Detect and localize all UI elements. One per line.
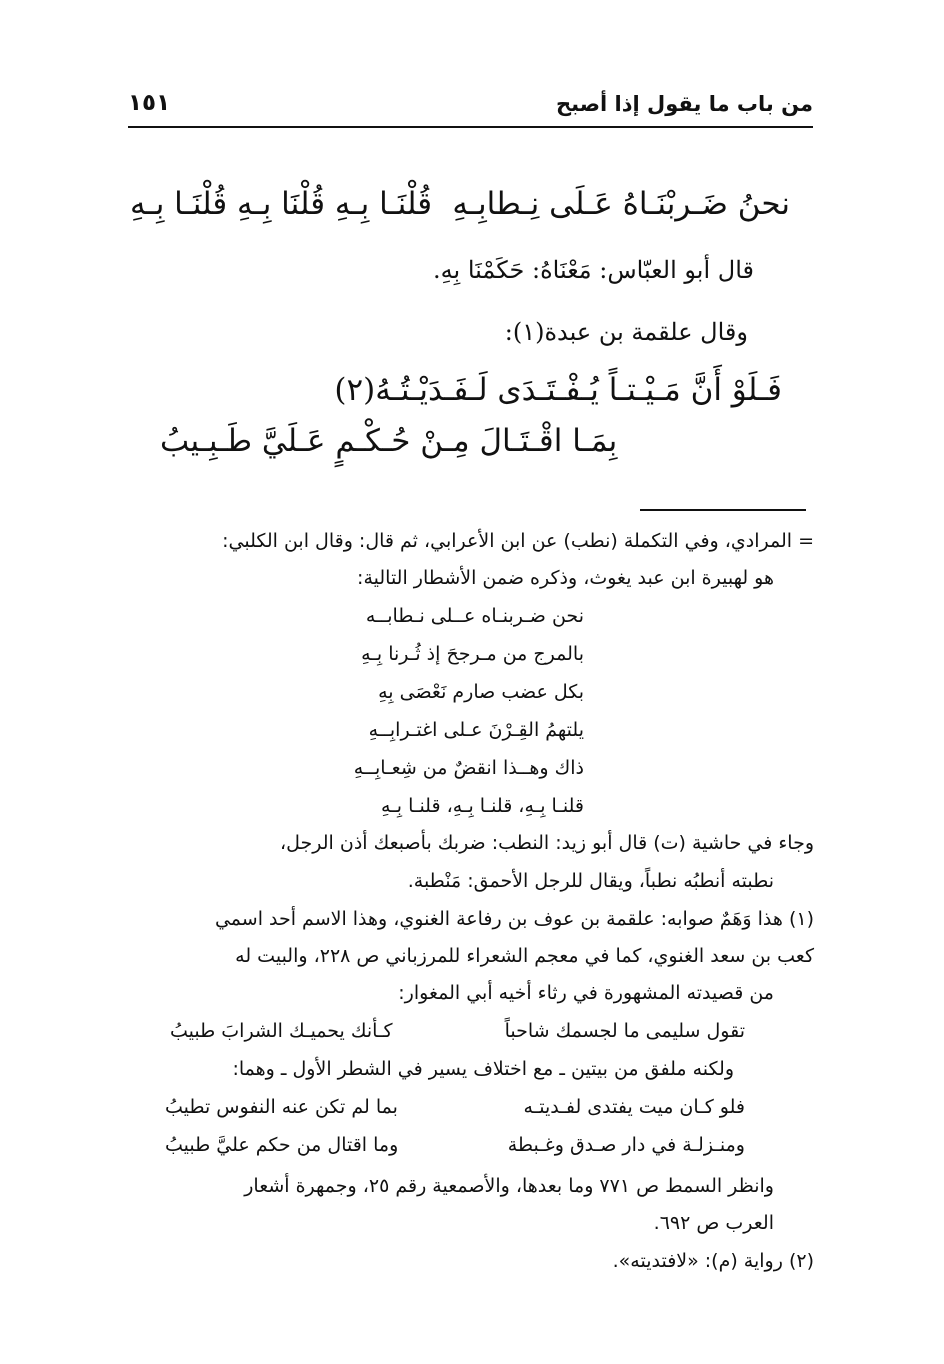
page-number: ١٥١ bbox=[128, 90, 171, 116]
footnote-continuation-2: هو لهبيرة ابن عبد يغوث، وذكره ضمن الأشطار التالية: bbox=[357, 567, 774, 589]
verse-hemistich: وما اقتال من حكم عليَّ طبيبُ bbox=[165, 1134, 399, 1156]
footnote-text: وجاء في حاشية (ت) قال أبو زيد: النطب: ضربك بأصبعك أذن الرجل، bbox=[280, 832, 814, 854]
footnote-1: (١) هذا وَهَمٌ صوابه: علقمة بن عوف بن رفاعة الغنوي، وهذا الاسم أحد اسمي bbox=[214, 908, 814, 930]
verse-hemistich: كـأنك يحميـك الشرابَ طبيبُ bbox=[170, 1020, 393, 1042]
alqama-line: وقال علقمة بن عبدة(١): bbox=[504, 318, 748, 346]
verse-hemistich: ومنـزلـة في دار صـدق وغـبطة bbox=[507, 1134, 745, 1156]
poem-line: قلنـا بِـهِ، قلنـا بِـهِ، قلنـا بِـهِ bbox=[381, 795, 584, 817]
footnote-1-verse-2 bbox=[165, 1096, 745, 1126]
footnote-1-line: كعب بن سعد الغنوي، كما في معجم الشعراء للمرزباني ص ٢٢٨، والبيت له bbox=[235, 945, 814, 967]
footnote-1-line: وانظر السمط ص ٧٧١ وما بعدها، والأصمعية رقم ٢٥، وجمهرة أشعار bbox=[244, 1175, 774, 1197]
poem-line: بكل عضب صارم نَعْصَى بِهِ bbox=[378, 681, 584, 703]
poem-line: يلتهمُ القِـرْنَ عـلى اغتـرابِــهِ bbox=[368, 719, 584, 741]
footnote-continuation-1: = المرادي، وفي التكملة (نطب) عن ابن الأعرابي، ثم قال: وقال ابن الكلبي: bbox=[222, 530, 814, 552]
footnote-text: نطبته أنطبُه نطباً، ويقال للرجل الأحمق: مَنْطبة. bbox=[407, 870, 774, 892]
verse-hemistich: بما لم تكن عنه النفوس تطيبُ bbox=[165, 1096, 398, 1118]
footnote-1-verse-3 bbox=[165, 1134, 745, 1164]
verse-2-first-hemistich: فَـلَوْ أَنَّ مَـيْـتـاً يُـفْـتَـدَى لَـفَـدَيْـتُـهُ(٢) bbox=[334, 372, 782, 408]
poem-line: ذاك وهــذا انقضٌ من شِعـابِــهِ bbox=[353, 757, 584, 779]
verse-hemistich: تقول سليمى ما لجسمك شاحباً bbox=[504, 1020, 745, 1042]
chapter-title: من باب ما يقول إذا أصبح bbox=[556, 92, 813, 116]
verse-2-second-hemistich: بِمَـا اقْـتَـالَ مِـنْ حُـكْـمٍ عَـلَيَّ طَـبِـيبُ bbox=[160, 423, 618, 459]
abu-abbas-line: قال أبو العبّاس: مَعْنَاهُ: حَكَمْنَا بِهِ. bbox=[433, 256, 754, 284]
footnote-1-line: ولكنه ملفق من بيتين ـ مع اختلاف يسير في الشطر الأول ـ وهما: bbox=[232, 1058, 734, 1080]
footnote-1-line: من قصيدته المشهورة في رثاء أخيه أبي المغوار: bbox=[398, 982, 774, 1004]
verse-hemistich: فلو كـان ميت يفتدى لفـديتـه bbox=[523, 1096, 745, 1118]
verse-1 bbox=[130, 186, 790, 230]
page-header bbox=[128, 86, 813, 128]
poem-line: بالمرج من مـرجحَ إذ ثُـرنا بِـهِ bbox=[361, 643, 584, 665]
footnote-1-verse-1 bbox=[170, 1020, 745, 1050]
footnote-separator bbox=[640, 509, 806, 511]
footnote-1-line: العرب ص ٦٩٢. bbox=[653, 1212, 774, 1234]
verse-1-first-hemistich: نحنُ ضَـربْنَـاهُ عَـلَى نِـطابِـهِ bbox=[452, 186, 790, 222]
footnote-2: (٢) رواية (م): «لافتديته». bbox=[612, 1250, 814, 1272]
verse-1-second-hemistich: قُلْنَـا بِـهِ قُلْنَا بِـهِ قُلْنَـا بِـهِ bbox=[130, 186, 433, 222]
poem-line: نحن ضـربنـاه عــلى نـطابــه bbox=[365, 605, 584, 627]
